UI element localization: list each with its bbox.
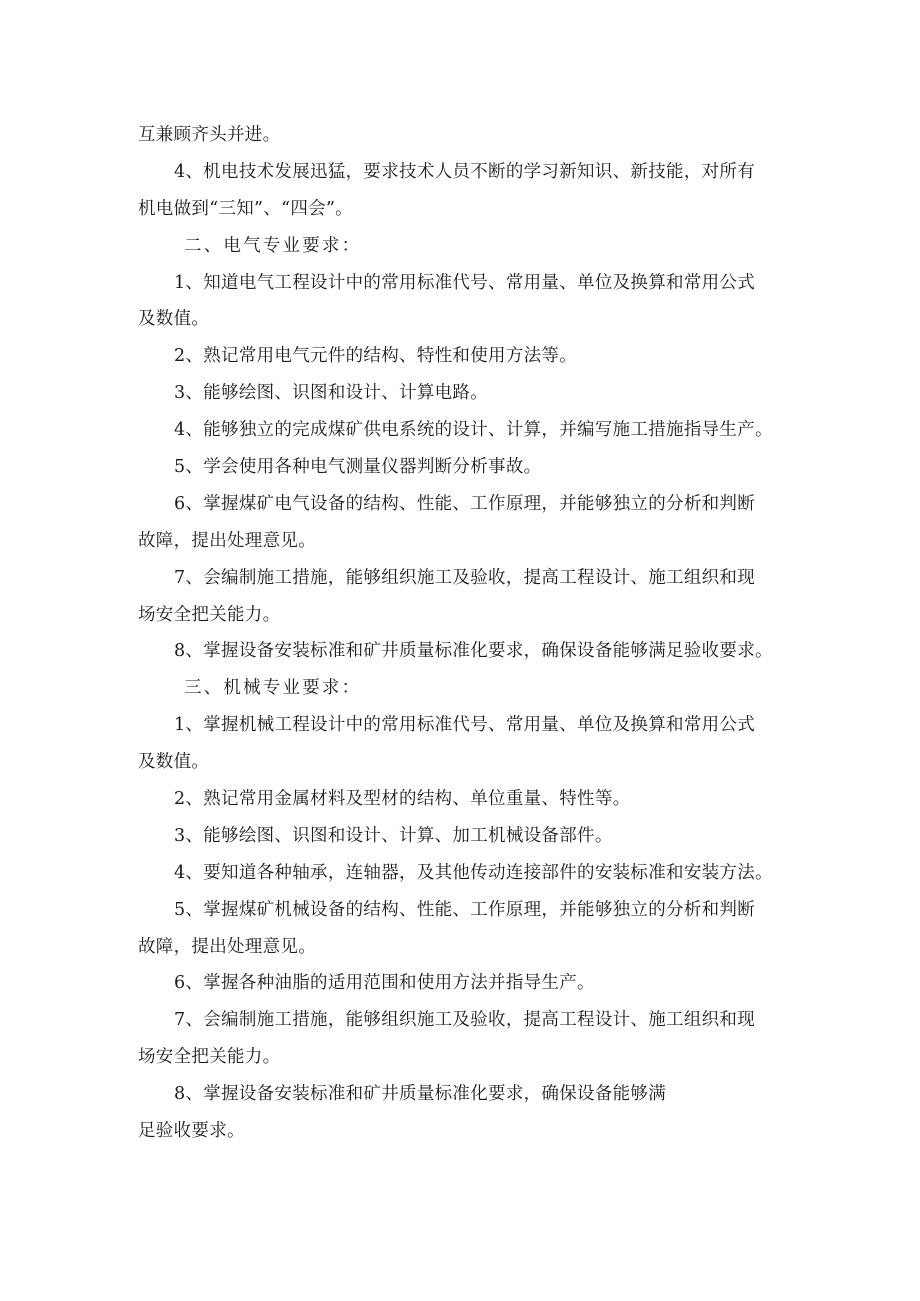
text-line: 及数值。 — [138, 309, 210, 330]
text-line: 场安全把关能力。 — [138, 1047, 281, 1068]
section-heading: 二、电气专业要求： — [184, 235, 362, 256]
text-line: 6、掌握煤矿电气设备的结构、性能、工作原理，并能够独立的分析和判断 — [174, 493, 756, 514]
text-line: 4、机电技术发展迅猛，要求技术人员不断的学习新知识、新技能，对所有 — [174, 161, 756, 182]
text-line: 2、熟记常用金属材料及型材的结构、单位重量、特性等。 — [174, 789, 631, 810]
text-line: 8、掌握设备安装标准和矿井质量标准化要求，确保设备能够满 — [174, 1084, 667, 1105]
text-line: 8、掌握设备安装标准和矿井质量标准化要求，确保设备能够满足验收要求。 — [174, 641, 773, 662]
text-line: 3、能够绘图、识图和设计、计算电路。 — [174, 383, 489, 404]
text-line: 故障，提出处理意见。 — [138, 530, 316, 551]
text-line: 互兼顾齐头并进。 — [138, 125, 281, 145]
text-line: 1、知道电气工程设计中的常用标准代号、常用量、单位及换算和常用公式 — [174, 272, 756, 293]
section-heading: 三、机械专业要求： — [184, 678, 362, 699]
text-line: 足验收要求。 — [138, 1121, 245, 1142]
text-line: 1、掌握机械工程设计中的常用标准代号、常用量、单位及换算和常用公式 — [174, 715, 756, 736]
text-line: 场安全把关能力。 — [138, 604, 281, 625]
text-line: 及数值。 — [138, 752, 210, 773]
text-line: 故障，提出处理意见。 — [138, 936, 316, 957]
text-line: 5、掌握煤矿机械设备的结构、性能、工作原理，并能够独立的分析和判断 — [174, 899, 756, 920]
text-line: 机电做到“三知”、“四会”。 — [138, 198, 353, 219]
text-line: 7、会编制施工措施，能够组织施工及验收，提高工程设计、施工组织和现 — [174, 567, 756, 588]
text-line: 5、学会使用各种电气测量仪器判断分析事故。 — [174, 457, 542, 478]
text-line: 4、要知道各种轴承，连轴器，及其他传动连接部件的安装标准和安装方法。 — [174, 862, 773, 883]
document-body — [138, 117, 788, 1150]
text-line: 2、熟记常用电气元件的结构、特性和使用方法等。 — [174, 346, 578, 367]
text-line: 4、能够独立的完成煤矿供电系统的设计、计算，并编写施工措施指导生产。 — [174, 420, 773, 441]
text-line: 7、会编制施工措施，能够组织施工及验收，提高工程设计、施工组织和现 — [174, 1010, 756, 1031]
text-line: 6、掌握各种油脂的适用范围和使用方法并指导生产。 — [174, 973, 595, 994]
text-line: 3、能够绘图、识图和设计、计算、加工机械设备部件。 — [174, 825, 613, 846]
